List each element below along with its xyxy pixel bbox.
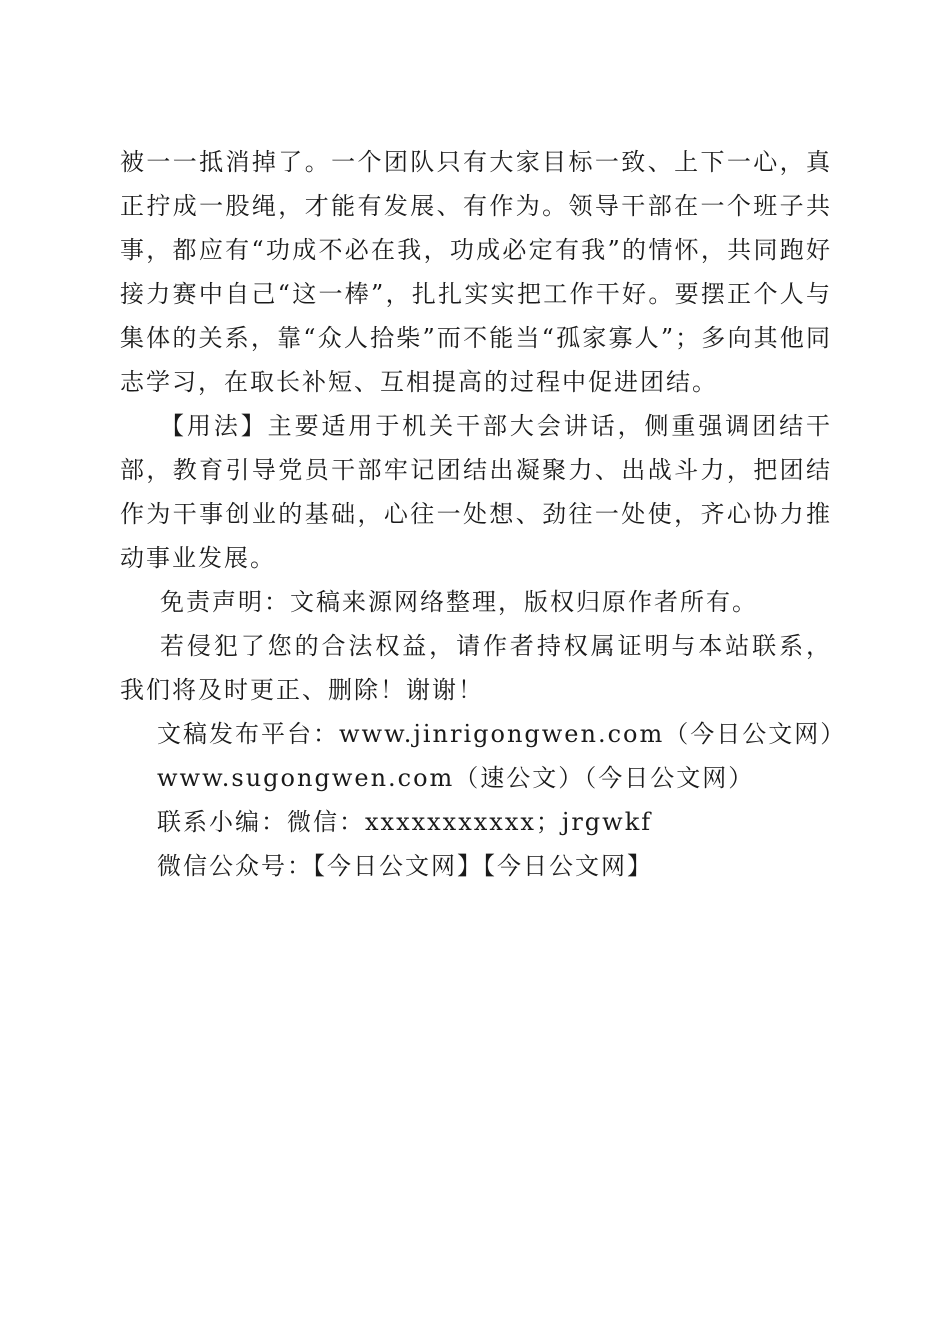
contact-text: 联系小编：微信：xxxxxxxxxxx；jrgwkf bbox=[157, 808, 653, 836]
paragraph-usage: 【用法】主要适用于机关干部大会讲话，侧重强调团结干部，教育引导党员干部牢记团结出凝聚力、出战斗力，把团结作为干事创业的基础，心往一处想、劲往一处使，齐心协力推动事业发展。 bbox=[120, 412, 832, 572]
info-line-contact bbox=[120, 800, 832, 844]
paragraph-unity: 被一一抵消掉了。一个团队只有大家目标一致、上下一心，真正拧成一股绳，才能有发展、有作为。领导干部在一个班子共事，都应有“功成不必在我，功成必定有我”的情怀，共同跑好接力赛中自己“这一棒”，扎扎实实把工作干好。要摆正个人与集体的关系，靠“众人拾柴”而不能当“孤家寡人”；多向其他同志学习，在取长补短、互相提高的过程中促进团结。 bbox=[120, 148, 832, 396]
document-body bbox=[120, 140, 847, 888]
wechat-account-text: 微信公众号：【今日公文网】【今日公文网】 bbox=[157, 852, 653, 880]
info-line-wechat-account bbox=[120, 844, 832, 888]
info-line-platform bbox=[120, 712, 847, 756]
platform-text: 文稿发布平台：www.jinrigongwen.com（今日公文网） bbox=[157, 720, 847, 748]
paragraph-disclaimer: 免责声明：文稿来源网络整理，版权归原作者所有。 bbox=[160, 588, 758, 616]
info-line-site2 bbox=[120, 756, 832, 800]
paragraph-infringement-notice: 若侵犯了您的合法权益，请作者持权属证明与本站联系，我们将及时更正、删除！谢谢！ bbox=[120, 632, 832, 704]
site2-text: www.sugongwen.com（速公文）（今日公文网） bbox=[157, 764, 755, 792]
